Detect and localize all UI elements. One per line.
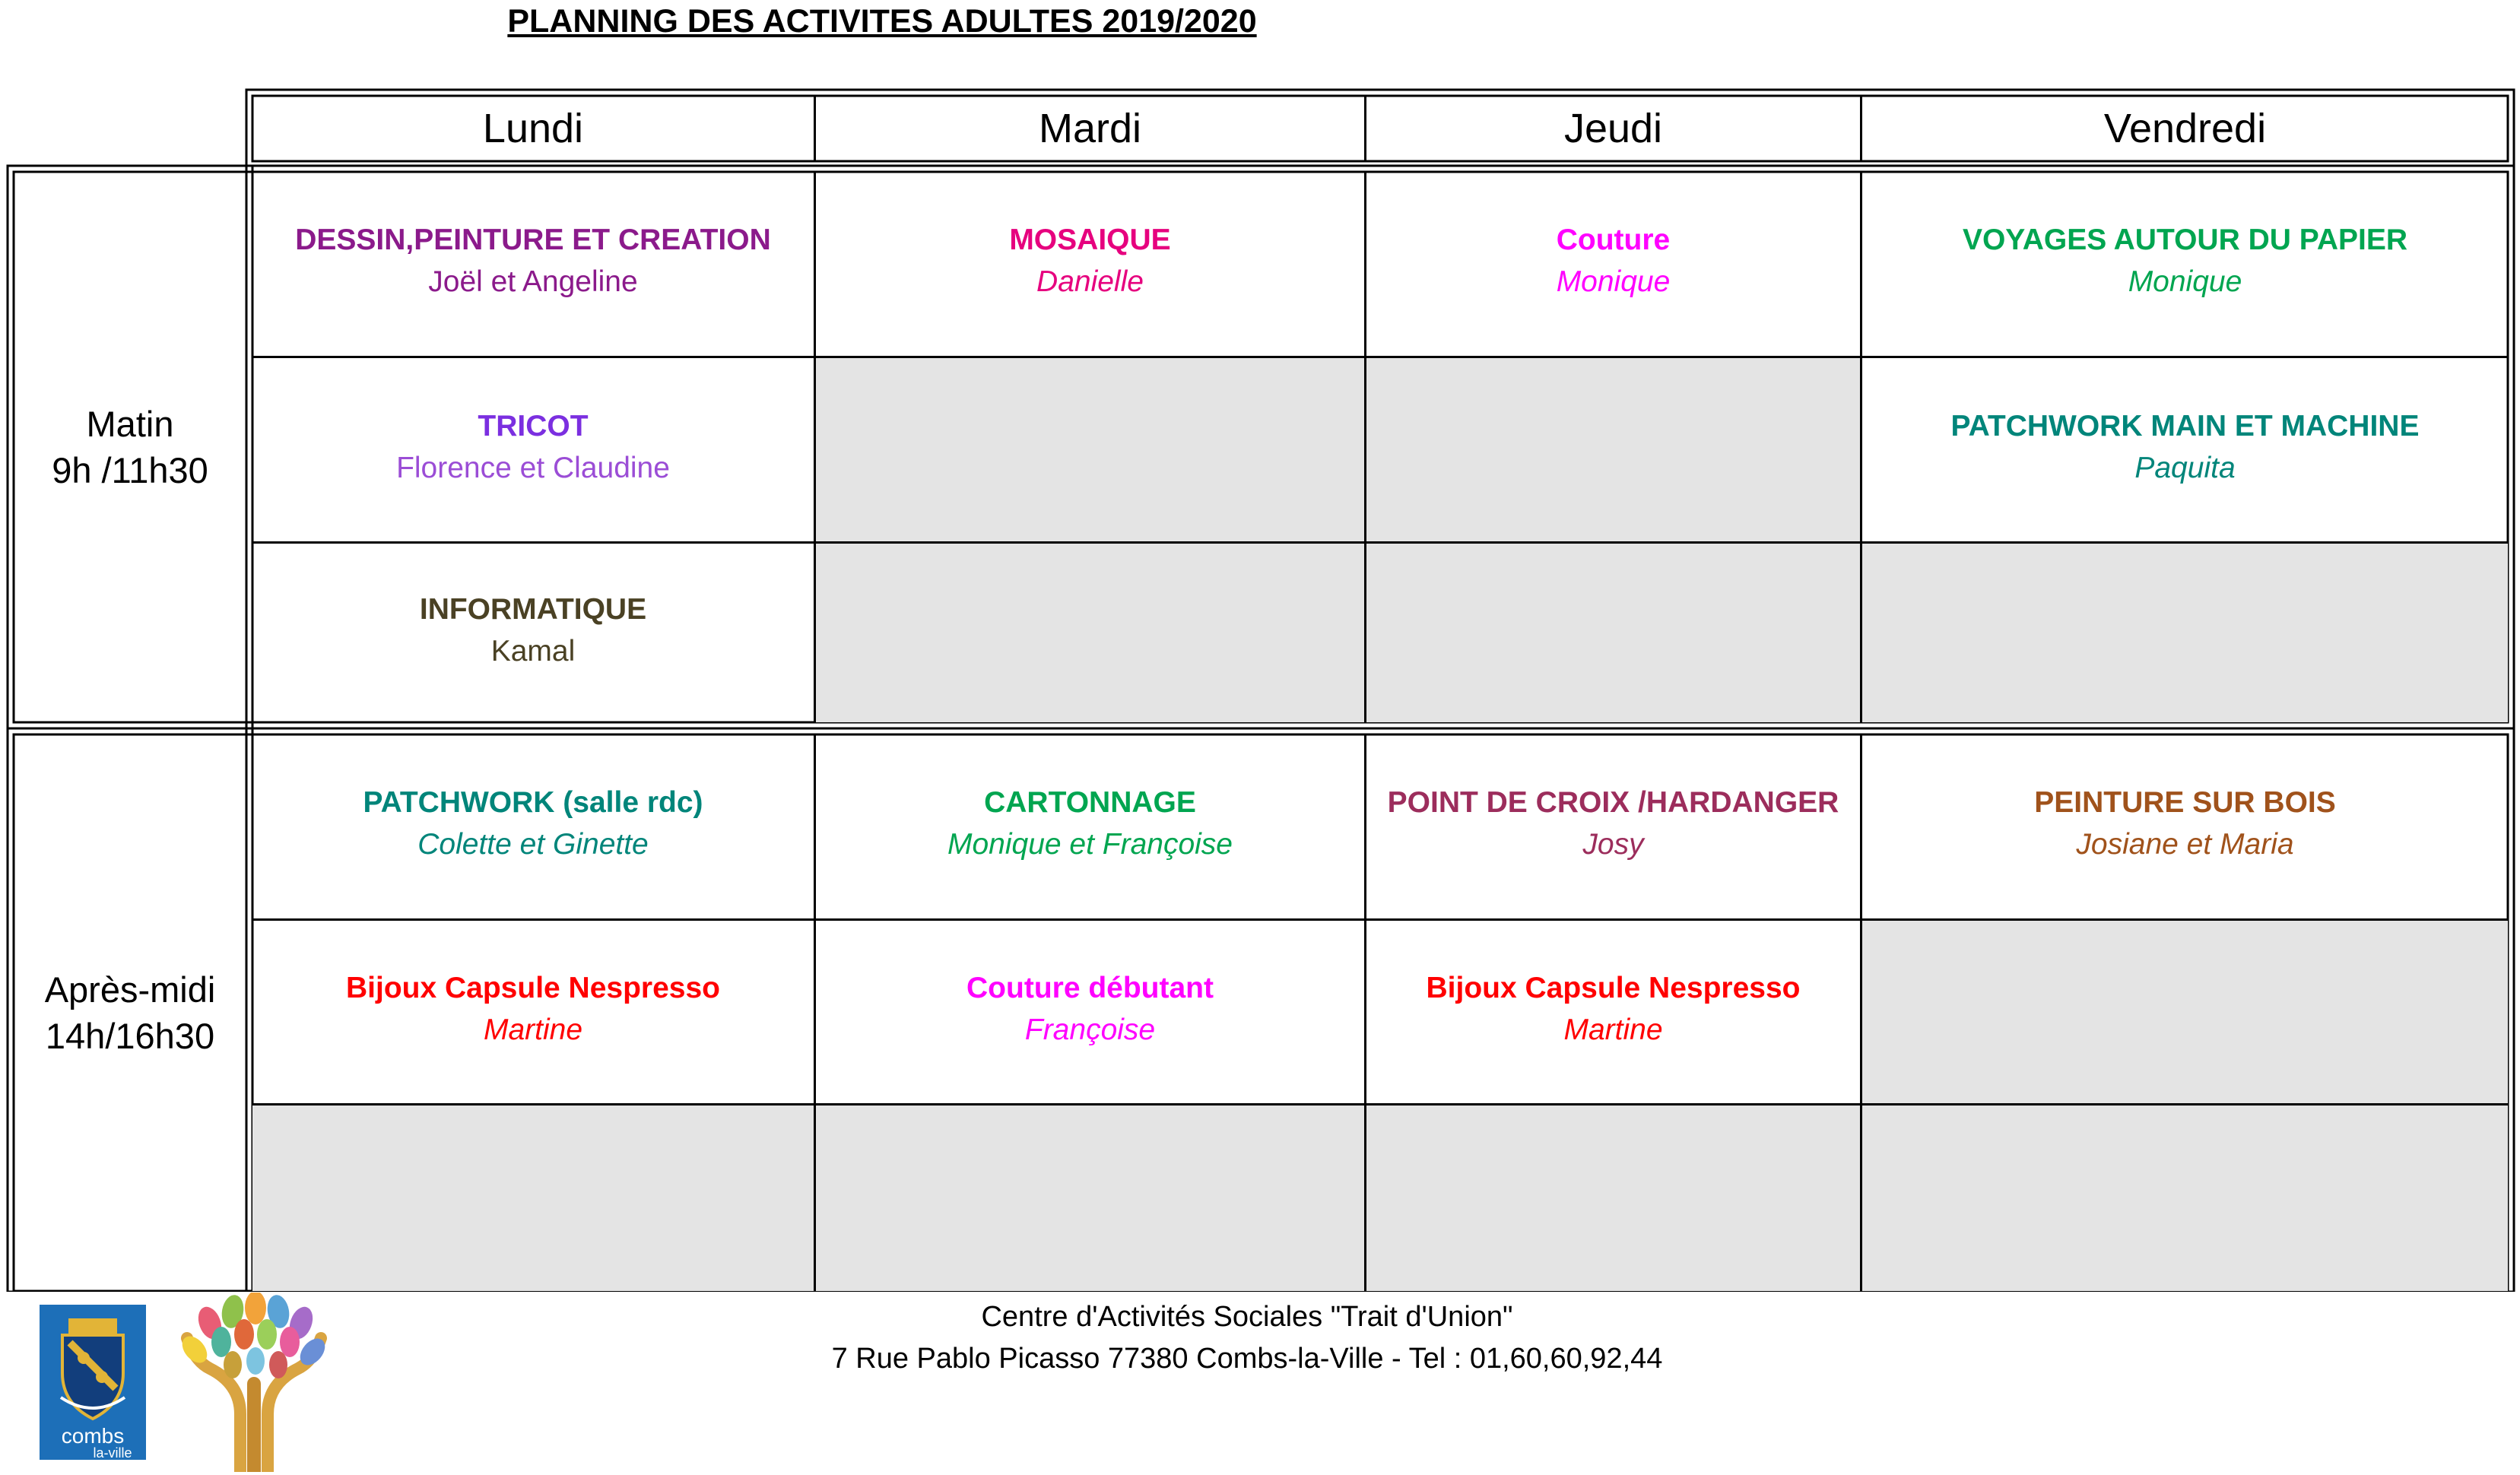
cell-jeudi-morning-3-empty xyxy=(1366,544,1862,722)
cell-lundi-afternoon-3-empty xyxy=(252,1105,816,1291)
slot-afternoon xyxy=(14,734,246,1291)
slot-morning-hours: 9h /11h30 xyxy=(52,450,208,490)
activity-leader: Joël et Angeline xyxy=(428,265,638,299)
activity-name: MOSAIQUE xyxy=(1009,224,1171,257)
cell-vendredi-afternoon-2-empty xyxy=(1862,921,2508,1105)
activity-leader: Monique xyxy=(1556,265,1671,299)
cell-mardi-morning-2-empty xyxy=(816,358,1366,544)
activity-name: POINT DE CROIX /HARDANGER xyxy=(1387,786,1839,820)
day-header-jeudi: Jeudi xyxy=(1366,96,1862,161)
schedule-table xyxy=(6,88,2515,1292)
activity-leader: Françoise xyxy=(1024,1013,1156,1047)
cell-lundi-morning-1 xyxy=(252,172,816,358)
cell-vendredi-afternoon-1 xyxy=(1862,734,2508,921)
logo-text-la-ville: la-ville xyxy=(93,1445,132,1460)
activity-name: Couture débutant xyxy=(966,972,1214,1005)
activity-name: CARTONNAGE xyxy=(984,786,1196,820)
activity-name: Bijoux Capsule Nespresso xyxy=(346,972,720,1005)
activity-name: DESSIN,PEINTURE ET CREATION xyxy=(295,224,771,257)
page-title: PLANNING DES ACTIVITES ADULTES 2019/2020 xyxy=(507,3,1257,40)
activity-leader: Josiane et Maria xyxy=(2076,828,2294,861)
activity-name: PEINTURE SUR BOIS xyxy=(2034,786,2336,820)
logo-text-combs: combs xyxy=(61,1424,125,1448)
cell-jeudi-morning-2-empty xyxy=(1366,358,1862,544)
activity-name: VOYAGES AUTOUR DU PAPIER xyxy=(1962,224,2408,257)
cell-vendredi-morning-1 xyxy=(1862,172,2508,358)
activity-leader: Paquita xyxy=(2134,451,2236,484)
cell-lundi-morning-3 xyxy=(252,544,816,722)
cell-jeudi-morning-1 xyxy=(1366,172,1862,358)
cell-vendredi-afternoon-3-empty xyxy=(1862,1105,2508,1291)
day-header-vendredi: Vendredi xyxy=(2103,106,2267,151)
activity-leader: Josy xyxy=(1582,828,1644,861)
combs-la-ville-logo xyxy=(40,1305,146,1460)
footer-address xyxy=(684,1296,1810,1380)
slot-afternoon-label: Après-midi xyxy=(44,969,216,1010)
cell-mardi-afternoon-2 xyxy=(816,921,1366,1105)
footer-line-1: Centre d'Activités Sociales "Trait d'Union" xyxy=(981,1301,1513,1333)
slot-morning xyxy=(14,172,246,722)
cell-lundi-afternoon-1 xyxy=(252,734,816,921)
activity-leader: Kamal xyxy=(490,634,576,668)
activity-name: INFORMATIQUE xyxy=(419,592,647,626)
cell-vendredi-morning-2 xyxy=(1862,358,2508,544)
cell-lundi-morning-2 xyxy=(252,358,816,544)
activity-leader: Colette et Ginette xyxy=(417,828,649,861)
activity-leader: Martine xyxy=(483,1013,583,1047)
cell-mardi-afternoon-3-empty xyxy=(816,1105,1366,1291)
cell-vendredi-morning-3-empty xyxy=(1862,544,2508,722)
activity-name: TRICOT xyxy=(478,409,589,442)
cell-jeudi-afternoon-3-empty xyxy=(1366,1105,1862,1291)
cell-mardi-morning-3-empty xyxy=(816,544,1366,722)
activity-leader: Florence et Claudine xyxy=(396,451,670,484)
cell-jeudi-afternoon-2 xyxy=(1366,921,1862,1105)
activity-leader: Monique et Françoise xyxy=(947,828,1233,861)
activity-leader: Martine xyxy=(1563,1013,1663,1047)
slot-afternoon-hours: 14h/16h30 xyxy=(45,1016,215,1056)
tree-hands-logo xyxy=(149,1293,359,1472)
cell-jeudi-afternoon-1 xyxy=(1366,734,1862,921)
slot-morning-label: Matin xyxy=(86,403,174,444)
cell-mardi-afternoon-1 xyxy=(816,734,1366,921)
day-header-mardi: Mardi xyxy=(816,96,1366,161)
cell-mardi-morning-1 xyxy=(816,172,1366,358)
activity-leader: Danielle xyxy=(1036,265,1144,299)
activity-name: Couture xyxy=(1556,224,1671,257)
activity-name: Bijoux Capsule Nespresso xyxy=(1426,972,1801,1005)
cell-lundi-afternoon-2 xyxy=(252,921,816,1105)
footer-line-2: 7 Rue Pablo Picasso 77380 Combs-la-Ville - Tel : 01,60,60,92,44 xyxy=(831,1343,1663,1375)
activity-name: PATCHWORK (salle rdc) xyxy=(363,786,703,820)
day-header-lundi: Lundi xyxy=(252,96,816,161)
activity-name: PATCHWORK MAIN ET MACHINE xyxy=(1950,409,2420,442)
activity-leader: Monique xyxy=(2128,265,2242,299)
